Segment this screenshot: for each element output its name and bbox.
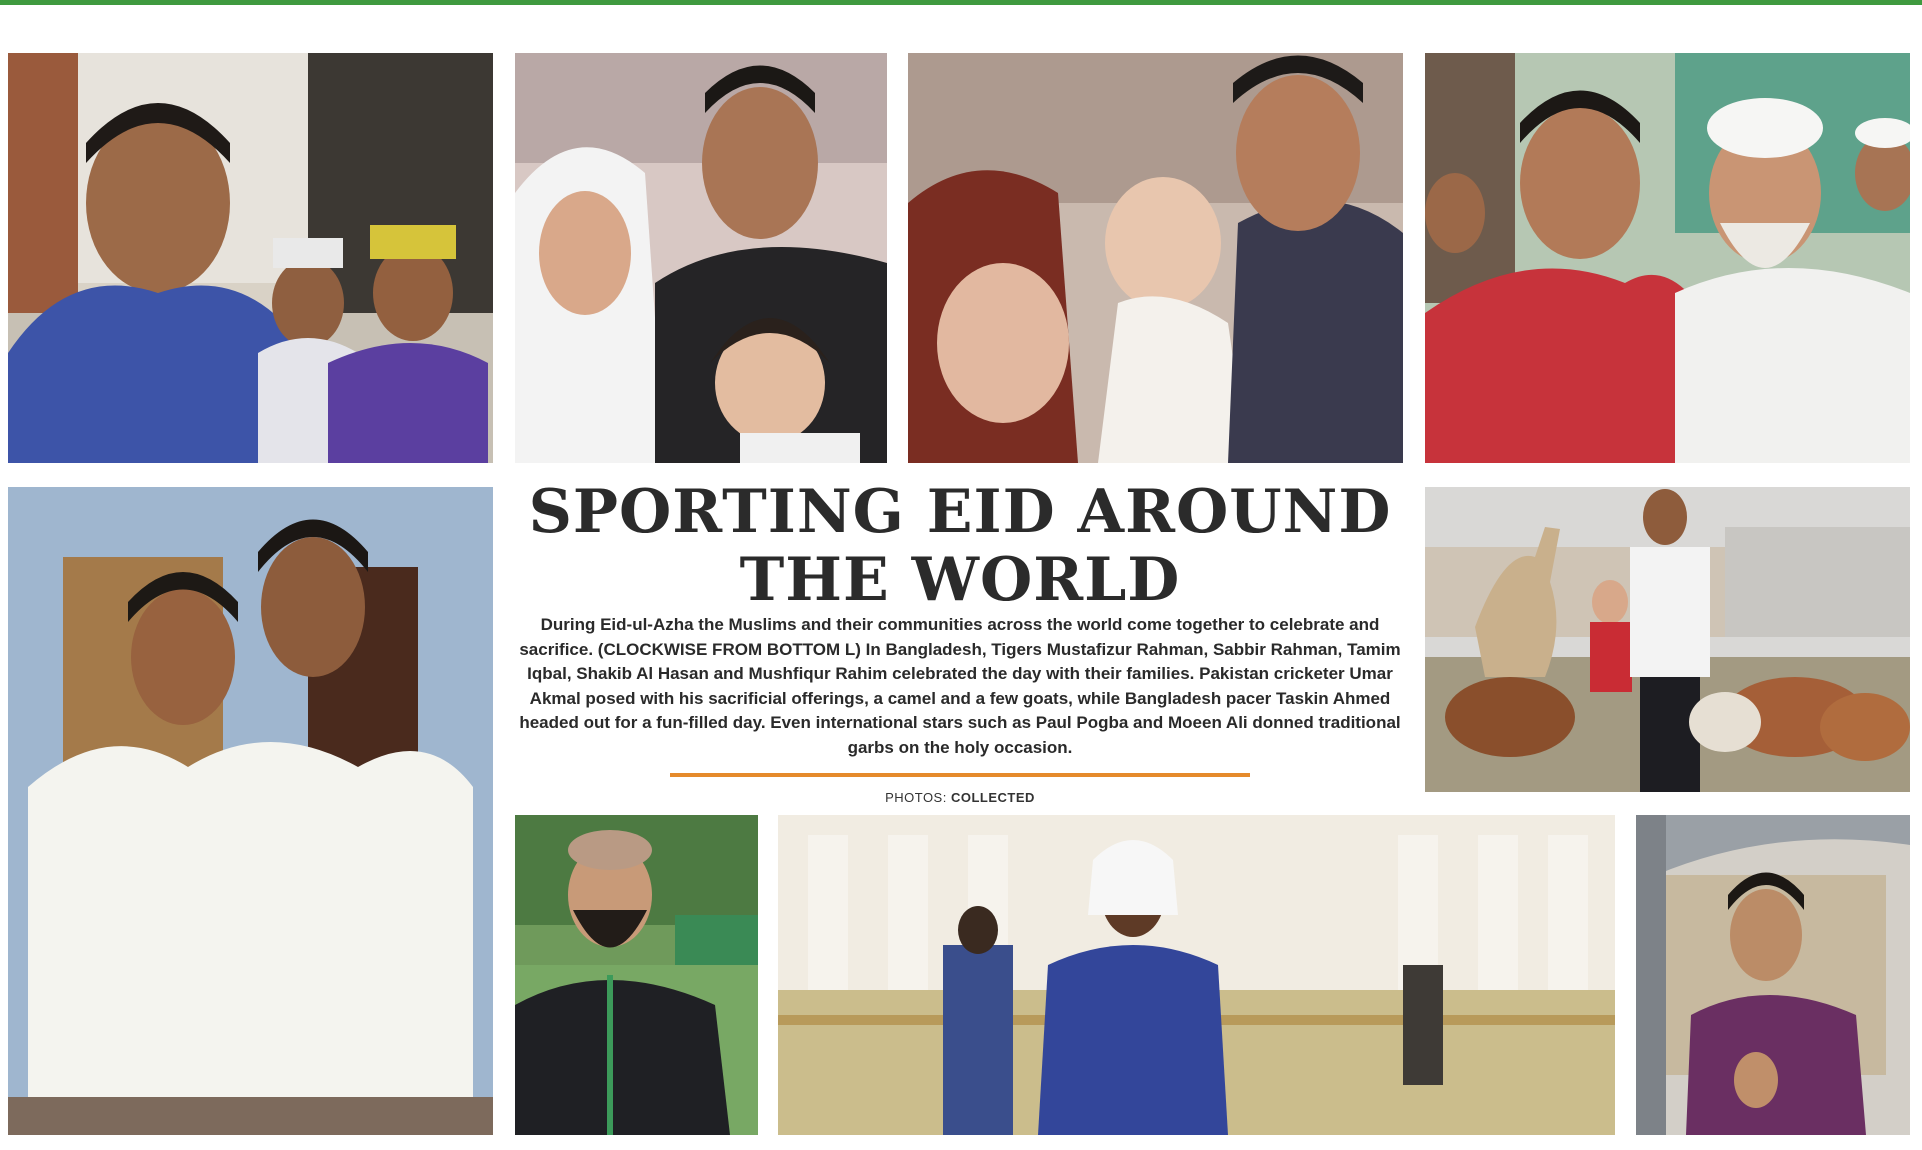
photo-credit-value: COLLECTED xyxy=(950,790,1035,805)
article-body: During Eid-ul-Azha the Muslims and their communities across the world come together to celebrate and sacrifice. (CLOCKWISE FROM BOTTOM L) In Bangladesh, Tigers Mustafizur Rahman, Sabbir Rahman, Tamim Iqbal, Shakib Al Hasan and Mushfiqur Rahim celebrated the day with their families. Pakistan cricketer Umar Akmal posed with his sacrificial offerings, a camel and a few goats, while Bangladesh pacer Taskin Ahmed headed out for a fun-filled day. Even international stars such as Paul Pogba and Moeen Ali donned traditional garbs on the holy occasion. xyxy=(519,615,1401,757)
headline xyxy=(505,478,1415,614)
headline-line-1: SPORTING EID AROUND xyxy=(528,477,1392,547)
photo-red-shirt-with-elder xyxy=(1425,53,1910,463)
photo-selfie-with-boys xyxy=(8,53,493,463)
photo-credit-label: PHOTOS: xyxy=(885,790,947,805)
photo-credit xyxy=(760,790,1160,805)
photo-goats-and-camel xyxy=(1425,487,1910,792)
photo-grand-mosque xyxy=(778,815,1615,1135)
top-green-rule xyxy=(0,0,1922,5)
orange-accent-rule xyxy=(670,773,1250,777)
photo-man-in-car xyxy=(1636,815,1910,1135)
photo-bearded-man-jacket xyxy=(515,815,758,1135)
photo-two-men-white-panjabi xyxy=(8,487,493,1135)
photo-couple-with-baby xyxy=(908,53,1403,463)
photo-family-hijab xyxy=(515,53,887,463)
headline-line-2: THE WORLD xyxy=(739,545,1181,615)
